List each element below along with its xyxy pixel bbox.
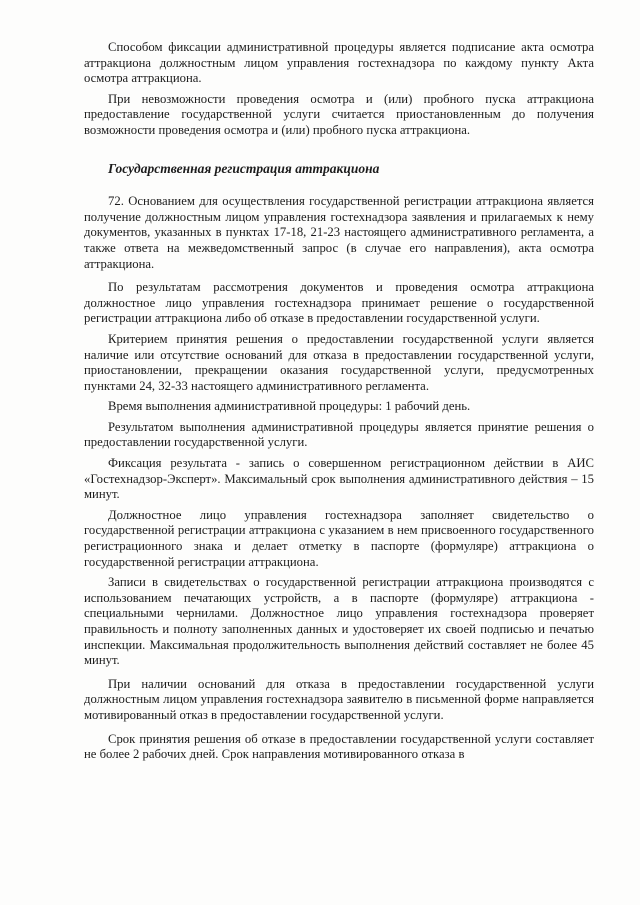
paragraph-refusal-deadline: Срок принятия решения об отказе в предоставлении государственной услуги составляет не более 2 рабочих дней. Срок направления мотивированного отказа в (84, 731, 594, 762)
section-title: Государственная регистрация аттракциона (108, 160, 380, 176)
paragraph-fixation-method: Способом фиксации административной процедуры является подписание акта осмотра аттракциона должностным лицом управления гостехнадзора по каждому пункту Акта осмотра аттракциона. (84, 40, 594, 86)
paragraph-result: Результатом выполнения административной процедуры является принятие решения о предоставлении государственной услуги. (84, 419, 594, 450)
paragraph-review-results: По результатам рассмотрения документов и проведения осмотра аттракциона должностное лицо управления гостехнадзора принимает решение о государственной регистрации аттракциона либо об отказе в предоставлении государственной услуги. (84, 280, 594, 326)
paragraph-execution-time: Время выполнения административной процедуры: 1 рабочий день. (108, 399, 471, 414)
paragraph-records: Записи в свидетельствах о государственной регистрации аттракциона производятся с использованием печатающих устройств, а в паспорте (формуляре) аттракциона - специальными чернилами. Должностное лицо управления гостехнадзора проверяет правильность и полноту заполненных данных и удостоверяет их своей подписью и печатью инспекции. Максимальная продолжительность выполнения действий составляет не более 45 минут. (84, 575, 594, 668)
paragraph-refusal-grounds: При наличии оснований для отказа в предоставлении государственной услуги должностным лицом управления гостехнадзора заявителю в письменной форме направляется мотивированный отказ в предоставлении государственной услуги. (84, 676, 594, 722)
document-body (84, 40, 594, 763)
paragraph-suspension: При невозможности проведения осмотра и (или) пробного пуска аттракциона предоставление государственной услуги считается приостановленным до получения возможности проведения осмотра и (или) пробного пуска аттракциона. (84, 91, 594, 137)
paragraph-72: 72. Основанием для осуществления государственной регистрации аттракциона является получение должностным лицом управления гостехнадзора заявления и прилагаемых к нему документов, указанных в пунктах 17-18, 21-23 настоящего административного регламента, а также ответа на межведомственный запрос (в случае его направления), акта осмотра аттракциона. (84, 194, 594, 271)
paragraph-certificate: Должностное лицо управления гостехнадзора заполняет свидетельство о государственной регистрации аттракциона с указанием в нем присвоенного государственного регистрационного знака и делает отметку в паспорте (формуляре) аттракциона о государственной регистрации аттракциона. (84, 507, 594, 569)
paragraph-fixation-result: Фиксация результата - запись о совершенном регистрационном действии в АИС «Гостехнадзор-Эксперт». Максимальный срок выполнения административного действия – 15 минут. (84, 456, 594, 502)
paragraph-criterion: Критерием принятия решения о предоставлении государственной услуги является наличие или отсутствие оснований для отказа в предоставлении государственной услуги, приостановлении, прекращении оказания государственной услуги, предусмотренных пунктами 24, 32-33 настоящего административного регламента. (84, 331, 594, 393)
